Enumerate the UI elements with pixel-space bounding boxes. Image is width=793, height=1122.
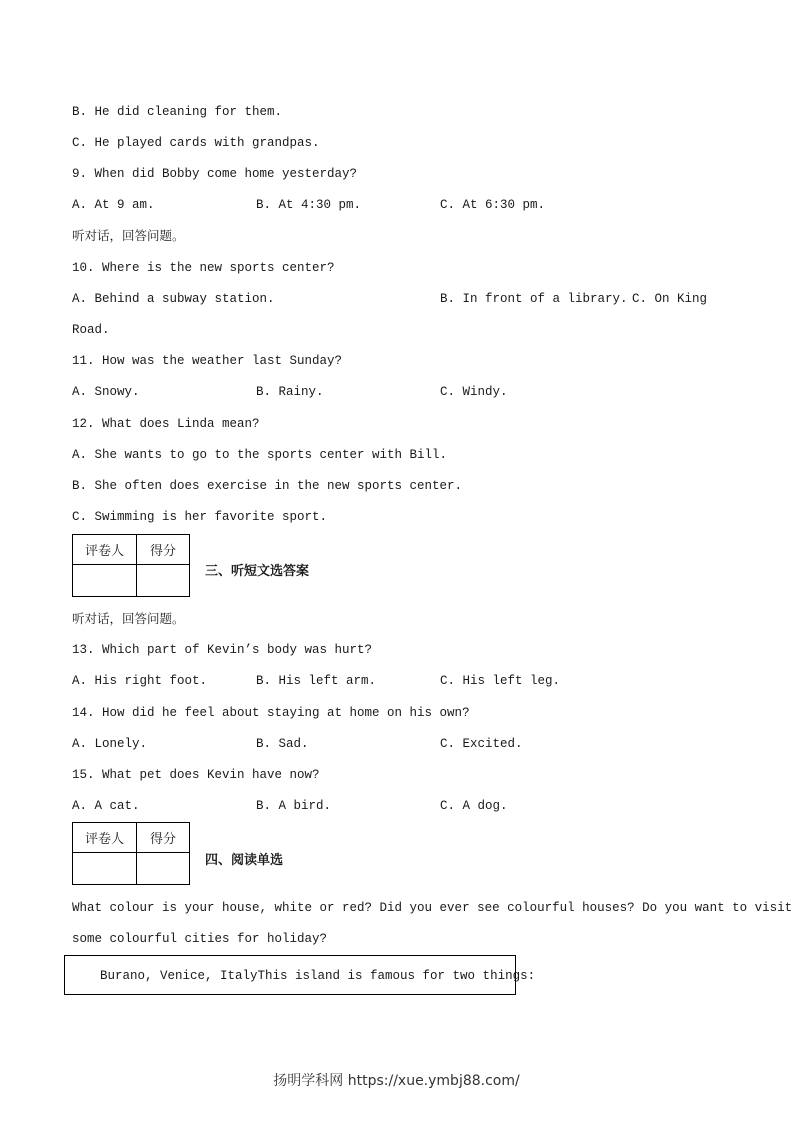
grader-score-table-2 [72, 822, 190, 885]
score-header: 得分 [137, 535, 190, 565]
q10-option-c: C. On King [632, 292, 708, 306]
q15-question: 15. What pet does Kevin have now? [72, 768, 320, 782]
q15-option-a: A. A cat. [72, 799, 140, 813]
q10-option-a: A. Behind a subway station. [72, 292, 275, 306]
grader-score-table [72, 534, 190, 597]
q10-question: 10. Where is the new sports center? [72, 261, 335, 275]
grader-cell [73, 565, 137, 597]
q12-option-a: A. She wants to go to the sports center with Bill. [72, 448, 448, 462]
q12-option-b: B. She often does exercise in the new sports center. [72, 479, 463, 493]
q10-option-b: B. In front of a library. [440, 292, 628, 306]
q15-option-b: B. A bird. [256, 799, 332, 813]
grader-header: 评卷人 [73, 823, 137, 853]
reading-passage-box [64, 955, 536, 995]
q13-option-a: A. His right foot. [72, 674, 208, 688]
q9-option-c: C. At 6:30 pm. [440, 198, 546, 212]
instruction-listen-2: 听对话，回答问题。 [72, 611, 185, 626]
page-footer: 扬明学科网 https://xue.ymbj88.com/ [273, 1073, 520, 1089]
q15-option-c: C. A dog. [440, 799, 508, 813]
q13-question: 13. Which part of Kevin’s body was hurt? [72, 643, 373, 657]
score-cell [137, 853, 190, 885]
q12-question: 12. What does Linda mean? [72, 417, 260, 431]
grader-cell [73, 853, 137, 885]
q11-option-b: B. Rainy. [256, 385, 324, 399]
q9-option-b: B. At 4:30 pm. [256, 198, 362, 212]
q14-option-a: A. Lonely. [72, 737, 148, 751]
q11-question: 11. How was the weather last Sunday? [72, 354, 343, 368]
instruction-listen-1: 听对话，回答问题。 [72, 228, 185, 243]
reading-passage-text: Burano, Venice, ItalyThis island is famous for two things: [100, 969, 536, 983]
section-3-title: 三、听短文选答案 [205, 564, 310, 579]
q8-option-c: C. He played cards with grandpas. [72, 136, 320, 150]
q13-option-c: C. His left leg. [440, 674, 561, 688]
q11-option-c: C. Windy. [440, 385, 508, 399]
q14-option-c: C. Excited. [440, 737, 523, 751]
q13-option-b: B. His left arm. [256, 674, 377, 688]
reading-intro-line-1: What colour is your house, white or red? Did you ever see colourful houses? Do you want to visit [72, 901, 793, 915]
q14-option-b: B. Sad. [256, 737, 309, 751]
q9-question: 9. When did Bobby come home yesterday? [72, 167, 358, 181]
q10-option-c-continued: Road. [72, 323, 110, 337]
score-header: 得分 [137, 823, 190, 853]
q14-question: 14. How did he feel about staying at home on his own? [72, 706, 470, 720]
reading-intro-line-2: some colourful cities for holiday? [72, 932, 328, 946]
score-cell [137, 565, 190, 597]
grader-header: 评卷人 [73, 535, 137, 565]
q8-option-b: B. He did cleaning for them. [72, 105, 283, 119]
section-4-title: 四、阅读单选 [205, 853, 284, 868]
q12-option-c: C. Swimming is her favorite sport. [72, 510, 328, 524]
q9-option-a: A. At 9 am. [72, 198, 155, 212]
q11-option-a: A. Snowy. [72, 385, 140, 399]
